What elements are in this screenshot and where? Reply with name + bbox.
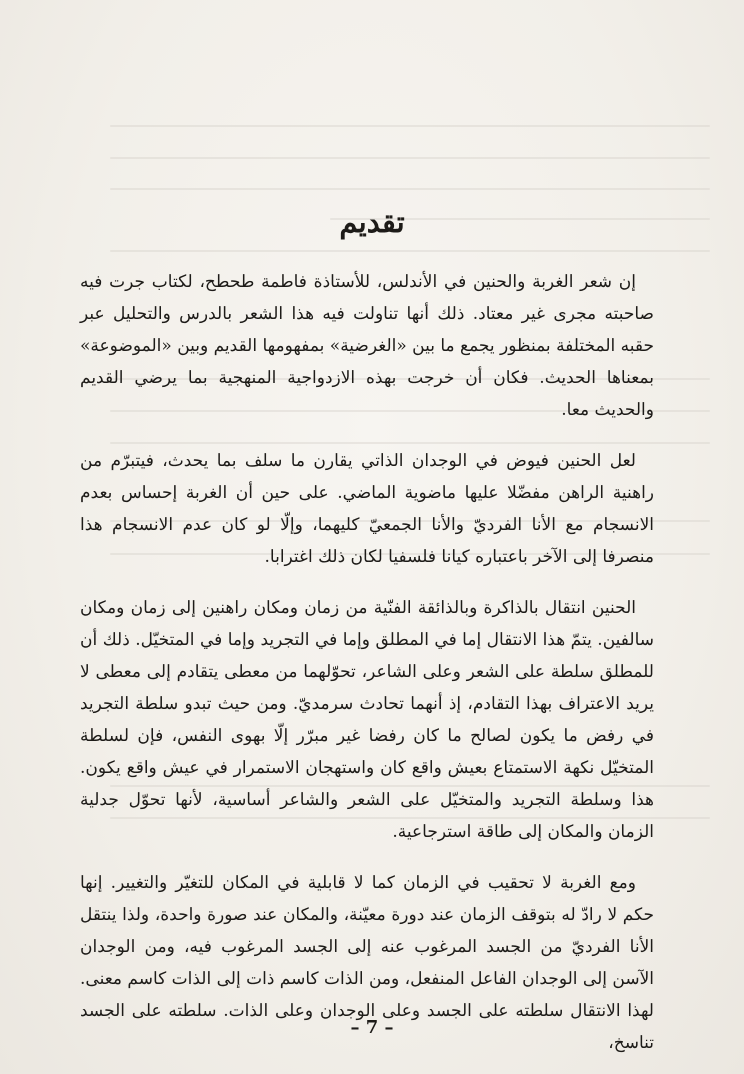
- paragraph: ومع الغربة لا تحقيب في الزمان كما لا قابلية في المكان للتغيّر والتغيير. إنها حكم لا رادّ له بتوقف الزمان عند دورة معيّنة، والمكان عند صورة واحدة، ولذا ينتقل الأنا الفرديّ من الجسد المرغوب عنه إلى الجسد المرغوب فيه، ومن الوجدان الآسن إلى الوجدان الفاعل المنفعل، ومن الذات كاسم ذات إلى الذات كاسم معنى. لهذا الانتقال سلطته على الجسد وعلى الوجدان وعلى الذات. سلطته على الجسد تناسخ،: [80, 873, 654, 1053]
- paragraph: الحنين انتقال بالذاكرة وبالذائقة الفنّية من زمان ومكان راهنين إلى زمان ومكان سالفين. يتمّ هذا الانتقال إما في المطلق وإما في التجريد وإما في المتخيّل. ذلك أن للمطلق سلطة على الشعر وعلى الشاعر، تحوّلهما من معطى يتقادم إلى معطى لا يريد الاعتراف بهذا التقادم، إذ أنهما تحادث سرمديّ. ومن حيث تبدو سلطة التجريد في رفض ما يكون لصالح ما كان رفضا غير مبرّر إلّا بهوى النفس، فإن لسلطة المتخيّل نكهة الاستمتاع بعيش واقع كان واستهجان الاستمرار في عيش واقع يكون. هذا وسلطة التجريد والمتخيّل على الشعر والشاعر أساسية، لأنها تحوّل جدلية الزمان والمكان إلى طاقة استرجاعية.: [80, 598, 654, 842]
- bleed-through-line: [110, 157, 710, 159]
- paragraph: إن شعر الغربة والحنين في الأندلس، للأستاذة فاطمة طحطح، لكتاب جرت فيه صاحبته مجرى غير معتاد. ذلك أنها تناولت فيه هذا الشعر بالدرس والتحليل عبر حقبه المختلفة بمنظور يجمع ما بين «الغرضية» بمفهومها القديم وبين «الموضوعة» بمعناها الحديث. فكان أن خرجت بهذه الازدواجية المنهجية بما يرضي القديم والحديث معا.: [80, 272, 654, 420]
- bleed-through-line: [110, 188, 710, 190]
- page-number: – 7 –: [350, 1017, 394, 1038]
- body-text: [80, 266, 654, 1074]
- bleed-through-line: [110, 125, 710, 127]
- page-title: تقديم: [339, 205, 405, 239]
- paragraph: لعل الحنين فيوض في الوجدان الذاتي يقارن ما سلف بما يحدث، فيتبرّم من راهنية الراهن مفضّلا عليها ماضوية الماضي. على حين أن الغربة إحساس بعدم الانسجام مع الأنا الفرديّ والأنا الجمعيّ كليهما، وإلّا لو كان عدم الانسجام هذا منصرفا إلى الآخر باعتباره كيانا فلسفيا لكان ذلك اغترابا.: [80, 451, 654, 567]
- bleed-through-line: [110, 250, 710, 252]
